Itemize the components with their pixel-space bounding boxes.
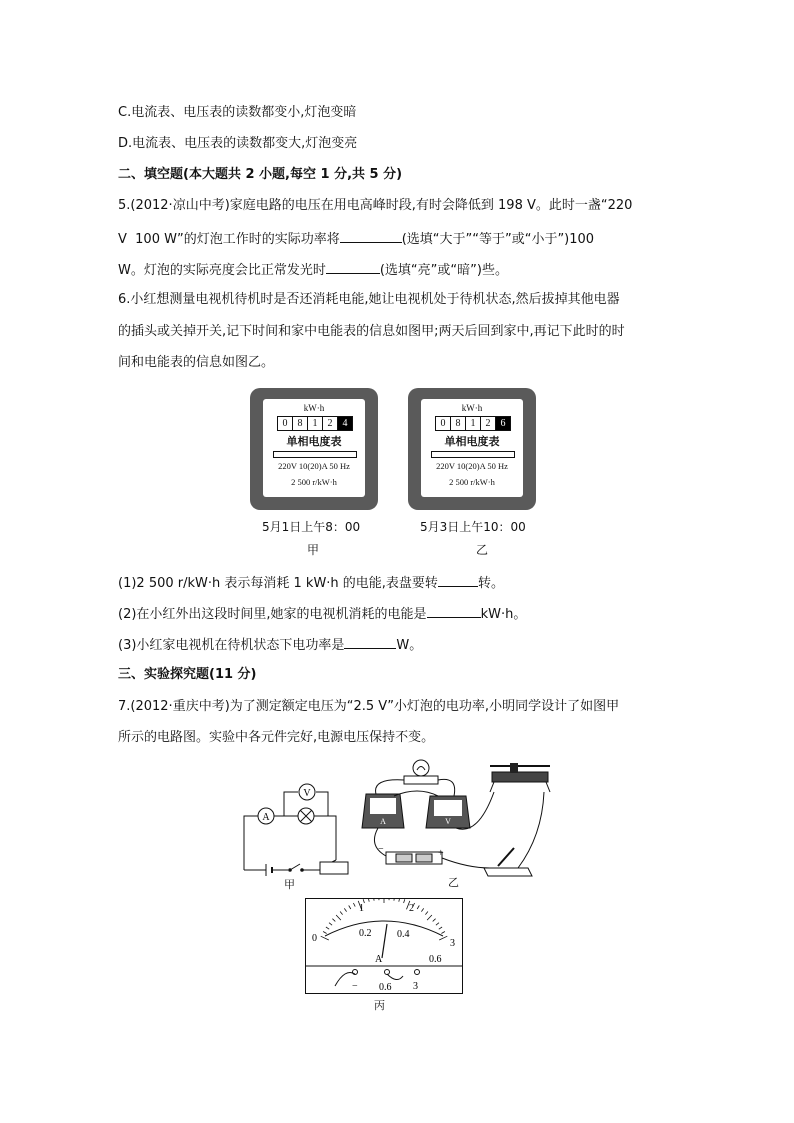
ammeter-symbol-label: A <box>262 812 270 823</box>
q6-sub-3-text-a: (3)小红家电视机在待机状态下电功率是 <box>118 638 345 653</box>
ammeter-tick-label-lower: 0.6 <box>429 954 442 965</box>
meter-yi-digits <box>435 416 511 431</box>
bulb-glass <box>413 760 429 776</box>
ammeter-tick-label-lower: 0.2 <box>359 928 372 939</box>
switch-base <box>484 868 532 876</box>
meter-jia-time: 5月1日上午8：00 <box>262 520 361 534</box>
meter-jia-digit: 8 <box>293 417 308 430</box>
q5-line-2-text-b: (选填“大于”“等于”或“小于”)100 <box>401 232 595 247</box>
q5-line-3-text-b: (选填“亮”或“暗”)些。 <box>379 263 508 278</box>
rheostat-symbol <box>320 862 348 874</box>
q6-sub-3-text-b: W。 <box>396 638 423 653</box>
meter-jia-digit: 0 <box>278 417 293 430</box>
ammeter-tick-label-upper: 2 <box>409 903 414 914</box>
ammeter-tick-label-lower: 0.4 <box>397 929 410 940</box>
real-voltmeter-label: V <box>445 817 451 826</box>
meter-yi-digit: 1 <box>466 417 481 430</box>
meter-yi-name: 单相电度表 <box>444 435 500 448</box>
q6-blank-3[interactable] <box>344 635 396 649</box>
real-rheostat <box>490 763 550 792</box>
switch-blade <box>498 848 514 866</box>
real-ammeter-label: A <box>380 817 386 826</box>
meter-jia-digit: 4 <box>338 417 352 430</box>
real-ammeter-dial <box>370 798 396 814</box>
meter-yi <box>408 388 536 510</box>
circuit-diagram-jia <box>236 758 356 893</box>
battery-plus: + <box>438 848 444 859</box>
q5-blank-2[interactable] <box>326 260 380 274</box>
bulb-base <box>404 776 438 784</box>
meter-yi-time: 5月3日上午10：00 <box>420 520 526 534</box>
meter-jia-digit: 1 <box>308 417 323 430</box>
meter-jia <box>250 388 378 510</box>
q6-sub-2 <box>118 604 526 624</box>
meter-jia-name: 单相电度表 <box>286 435 342 448</box>
meter-jia-spec-2: 2 500 r/kW·h <box>291 477 337 487</box>
q6-blank-2[interactable] <box>427 604 481 618</box>
terminal-label: 3 <box>413 981 418 992</box>
bulb-on-holder <box>404 760 438 784</box>
q6-line-3: 间和电能表的信息如图乙。 <box>118 355 275 370</box>
circuit-wire <box>316 792 328 816</box>
ammeter-tick-label-upper: 0 <box>312 933 317 944</box>
q6-sub-1-text-b: 转。 <box>477 576 504 591</box>
rheostat-slider <box>510 763 518 773</box>
knife-switch <box>484 848 532 876</box>
terminal-0-6 <box>385 970 390 975</box>
ammeter-tick-label-upper: 3 <box>450 938 455 949</box>
switch-arm <box>290 864 300 870</box>
q6-sub-2-text-b: kW·h。 <box>480 607 527 622</box>
rheostat-leg <box>490 782 494 792</box>
ammeter-unit: A <box>375 954 383 965</box>
battery-cell <box>416 854 432 862</box>
section-3-title: 三、实验探究题(11 分) <box>118 667 257 682</box>
q6-line-2: 的插头或关掉开关,记下时间和家中电能表的信息如图甲;两天后回到家中,再记下此时的时 <box>118 324 625 339</box>
circuit-wire <box>284 792 298 816</box>
terminal-label: − <box>352 981 358 992</box>
circuit-wire <box>314 816 336 860</box>
real-voltmeter <box>426 796 470 828</box>
meter-jia-digit: 2 <box>323 417 338 430</box>
voltmeter-symbol-label: V <box>303 788 311 799</box>
q6-line-1: 6.小红想测量电视机待机时是否还消耗电能,她让电视机处于待机状态,然后拔掉其他电器 <box>118 292 620 307</box>
figure-bing-label: 丙 <box>374 999 385 1012</box>
meter-jia-face <box>263 399 365 497</box>
real-voltmeter-dial <box>434 800 462 816</box>
meter-yi-digit: 0 <box>436 417 451 430</box>
figure-jia-label: 甲 <box>284 878 295 891</box>
q5-line-2 <box>118 229 594 249</box>
battery-holder <box>386 852 442 864</box>
meter-yi-digit: 2 <box>481 417 496 430</box>
circuit-wire <box>244 816 258 870</box>
meter-jia-spec-1: 220V 10(20)A 50 Hz <box>278 461 350 471</box>
terminal-label: 0.6 <box>379 982 392 993</box>
meter-yi-label: 乙 <box>476 543 489 557</box>
q6-blank-1[interactable] <box>438 573 478 587</box>
q5-blank-1[interactable] <box>340 229 402 243</box>
q6-sub-1 <box>118 573 504 593</box>
meter-yi-spec-2: 2 500 r/kW·h <box>449 477 495 487</box>
terminal-3 <box>415 970 420 975</box>
meter-yi-spec-1: 220V 10(20)A 50 Hz <box>436 461 508 471</box>
ammeter-face-bing <box>305 898 463 994</box>
q7-line-2: 所示的电路图。实验中各元件完好,电源电压保持不变。 <box>118 730 435 745</box>
option-d: D.电流表、电压表的读数都变大,灯泡变亮 <box>118 136 358 151</box>
battery-minus: − <box>378 844 384 855</box>
battery-case <box>386 852 442 864</box>
q5-line-1: 5.(2012·凉山中考)家庭电路的电压在用电高峰时段,有时会降低到 198 V。此时一盏“220 <box>118 198 633 213</box>
q6-sub-3 <box>118 635 422 655</box>
real-ammeter <box>362 794 404 828</box>
option-c: C.电流表、电压表的读数都变小,灯泡变暗 <box>118 105 357 120</box>
meter-yi-digit: 8 <box>451 417 466 430</box>
meter-jia-unit: kW·h <box>303 403 325 413</box>
ammeter-tick-label-upper: 1 <box>359 903 364 914</box>
meter-yi-rotor <box>431 451 515 458</box>
battery-cell <box>396 854 412 862</box>
meter-yi-unit: kW·h <box>461 403 483 413</box>
meter-jia-digits <box>277 416 353 431</box>
meter-yi-digit: 6 <box>496 417 510 430</box>
q5-line-3-text-a: W。灯泡的实际亮度会比正常发光时 <box>118 263 326 278</box>
rheostat-leg <box>546 782 550 792</box>
q6-sub-2-text-a: (2)在小红外出这段时间里,她家的电视机消耗的电能是 <box>118 607 427 622</box>
apparatus-yi <box>358 756 558 886</box>
q7-line-1: 7.(2012·重庆中考)为了测定额定电压为“2.5 V”小灯泡的电功率,小明同学设计了如图甲 <box>118 699 620 714</box>
meter-yi-face <box>421 399 523 497</box>
switch-contact <box>300 868 304 872</box>
meter-jia-label: 甲 <box>307 543 320 557</box>
q6-sub-1-text-a: (1)2 500 r/kW·h 表示每消耗 1 kW·h 的电能,表盘要转 <box>118 576 438 591</box>
q5-line-2-text-a: V 100 W”的灯泡工作时的实际功率将 <box>118 232 340 247</box>
q5-line-3 <box>118 260 508 280</box>
rheostat-coil <box>492 772 548 782</box>
figure-yi-label: 乙 <box>448 876 459 889</box>
meter-jia-rotor <box>273 451 357 458</box>
section-2-title: 二、填空题(本大题共 2 小题,每空 1 分,共 5 分) <box>118 167 403 182</box>
